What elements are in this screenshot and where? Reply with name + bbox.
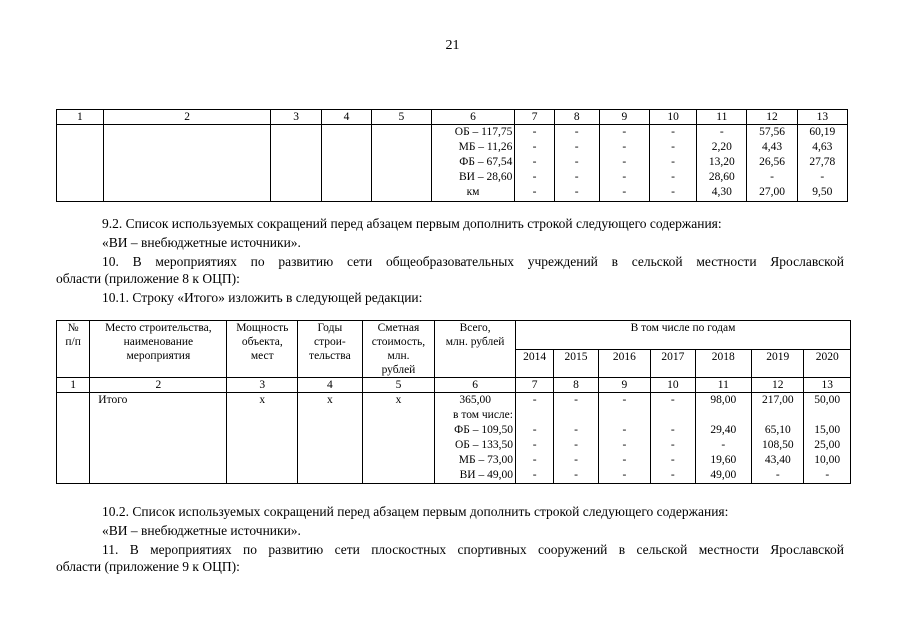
cell-line: - xyxy=(671,171,676,183)
header-line: п/п xyxy=(65,336,81,348)
year-2014-cell xyxy=(515,393,553,484)
cell-line: 2,20 xyxy=(711,141,732,153)
year-cell xyxy=(599,125,649,202)
col-num: 7 xyxy=(515,378,553,393)
cell-line: - xyxy=(670,454,675,466)
col-num: 9 xyxy=(598,378,650,393)
header-year: 2015 xyxy=(554,349,598,378)
cell-line: - xyxy=(622,171,627,183)
year-2018-cell xyxy=(695,393,751,484)
cell-line: - xyxy=(622,186,627,198)
cell-line: - xyxy=(622,469,627,481)
paragraph-11-cont: области (приложение 9 к ОЦП): xyxy=(56,559,240,574)
cell-line: - xyxy=(820,171,825,183)
header-line: № xyxy=(67,322,79,334)
header-line: млн. рублей xyxy=(445,336,505,348)
header-line: строи- xyxy=(313,336,346,348)
cell-line: 49,00 xyxy=(710,469,737,481)
header-line: наименование xyxy=(123,336,194,348)
page-number: 21 xyxy=(445,38,460,53)
col-num: 5 xyxy=(372,110,432,125)
year-2016-cell xyxy=(598,393,650,484)
cell-line: - xyxy=(622,454,627,466)
col-num: 13 xyxy=(797,110,847,125)
cell-line: 65,10 xyxy=(764,424,791,436)
table-cell xyxy=(103,125,271,202)
col-num: 6 xyxy=(435,378,516,393)
col-num: 11 xyxy=(697,110,747,125)
row-total-cell xyxy=(435,393,516,484)
cell-line: 28,60 xyxy=(708,171,735,183)
cell-line: - xyxy=(670,439,675,451)
cell-line: - xyxy=(622,156,627,168)
cell-line: 4,43 xyxy=(761,141,783,153)
year-cell xyxy=(747,125,797,202)
paragraph-abbrev: «ВИ – внебюджетные источники». xyxy=(102,235,301,250)
paragraph-10: 10. В мероприятиях по развитию сети общеобразовательных учреждений в сельской местности Ярославской xyxy=(102,254,844,269)
col-num: 6 xyxy=(431,110,515,125)
cell-line xyxy=(806,408,848,423)
header-capacity xyxy=(227,321,298,378)
header-place xyxy=(90,321,227,378)
cell-line: - xyxy=(721,439,726,451)
col-num: 8 xyxy=(554,110,599,125)
header-line: рублей xyxy=(381,364,416,376)
header-year: 2018 xyxy=(695,349,751,378)
row-capacity-cell: х xyxy=(227,393,298,484)
cell-line: - xyxy=(532,469,537,481)
cell-line: - xyxy=(574,439,578,451)
cell-line: 60,19 xyxy=(809,126,836,138)
cell-line: 25,00 xyxy=(814,439,841,451)
col-num: 7 xyxy=(515,110,554,125)
table-cell xyxy=(321,125,371,202)
cell-line: - xyxy=(622,439,627,451)
header-line: мест xyxy=(250,350,274,362)
year-cell xyxy=(554,125,599,202)
funding-sources-cell xyxy=(431,125,515,202)
cell-line: - xyxy=(532,424,537,436)
row-years-cell: х xyxy=(298,393,363,484)
cell-line: - xyxy=(574,469,578,481)
cell-line: 108,50 xyxy=(761,439,794,451)
paragraph-10-cont: области (приложение 8 к ОЦП): xyxy=(56,271,240,286)
cell-line xyxy=(601,408,648,423)
cell-line: - xyxy=(671,141,676,153)
cell-line: - xyxy=(719,126,724,138)
cell-line: 27,00 xyxy=(759,186,785,198)
table-cell xyxy=(57,125,104,202)
header-year: 2020 xyxy=(804,349,851,378)
cell-line: 57,56 xyxy=(759,126,785,138)
cell-line: 4,30 xyxy=(711,186,732,198)
header-total xyxy=(435,321,516,378)
header-line: объекта, xyxy=(241,336,283,348)
cell-line: ВИ – 28,60 xyxy=(459,171,513,183)
cell-line: - xyxy=(532,156,537,168)
cell-line: - xyxy=(775,469,780,481)
col-num: 1 xyxy=(57,378,90,393)
paragraph-abbrev-2: «ВИ – внебюджетные источники». xyxy=(102,523,301,538)
cell-line: ОБ – 133,50 xyxy=(454,439,513,451)
cell-line: МБ – 11,26 xyxy=(458,141,513,153)
paragraph-10-1: 10.1. Строку «Итого» изложить в следующей редакции: xyxy=(102,290,423,305)
year-2020-cell xyxy=(804,393,851,484)
cell-line: - xyxy=(532,439,537,451)
cell-line: - xyxy=(532,141,537,153)
header-line: тельства xyxy=(309,350,351,362)
col-num: 3 xyxy=(271,110,321,125)
cell-line: - xyxy=(532,171,537,183)
cell-line: - xyxy=(671,156,676,168)
cell-line: - xyxy=(670,469,675,481)
year-cell xyxy=(697,125,747,202)
row-num-cell xyxy=(57,393,90,484)
continued-table xyxy=(56,109,848,202)
cell-line: 19,60 xyxy=(710,454,737,466)
col-num: 5 xyxy=(362,378,435,393)
cell-line: ФБ – 67,54 xyxy=(459,156,513,168)
cell-line xyxy=(653,408,692,423)
cell-line: км xyxy=(466,186,480,198)
col-num: 2 xyxy=(103,110,271,125)
col-num: 9 xyxy=(599,110,649,125)
paragraph-9-2: 9.2. Список используемых сокращений перед абзацем первым дополнить строкой следующего содержания: xyxy=(102,216,722,231)
col-num: 10 xyxy=(651,378,695,393)
cell-line: ОБ – 117,75 xyxy=(454,126,513,138)
cell-line: - xyxy=(670,424,675,436)
header-line: мероприятия xyxy=(126,350,191,362)
year-cell xyxy=(650,125,697,202)
col-num: 12 xyxy=(747,110,797,125)
cell-line: - xyxy=(574,171,579,183)
header-year: 2014 xyxy=(515,349,553,378)
header-line: Всего, xyxy=(459,322,491,334)
cell-line: - xyxy=(574,454,578,466)
year-2015-cell xyxy=(554,393,598,484)
cell-line: - xyxy=(574,126,579,138)
cell-line: 4,63 xyxy=(812,141,833,153)
col-num: 13 xyxy=(804,378,851,393)
header-line: Мощность xyxy=(236,322,289,334)
cell-line xyxy=(754,408,801,423)
row-cost-cell: х xyxy=(362,393,435,484)
cell-line: ФБ – 109,50 xyxy=(454,424,513,436)
cell-line: 13,20 xyxy=(708,156,735,168)
cell-line: - xyxy=(622,126,627,138)
cell-line: 43,40 xyxy=(764,454,791,466)
header-cost xyxy=(362,321,435,378)
cell-line: - xyxy=(574,424,578,436)
table-cell xyxy=(372,125,432,202)
col-num: 1 xyxy=(57,110,104,125)
cell-line: МБ – 73,00 xyxy=(458,454,513,466)
cell-line: - xyxy=(825,469,830,481)
col-num: 10 xyxy=(650,110,697,125)
cell-line: - xyxy=(532,186,537,198)
col-num: 4 xyxy=(321,110,371,125)
cell-line: 98,00 xyxy=(710,394,737,406)
cell-line: - xyxy=(532,454,537,466)
col-num: 12 xyxy=(752,378,804,393)
header-year: 2016 xyxy=(598,349,650,378)
year-2019-cell xyxy=(752,393,804,484)
row-place-cell: Итого xyxy=(90,393,227,484)
cell-line: - xyxy=(670,394,675,406)
cell-line: - xyxy=(532,394,537,406)
cell-line: 217,00 xyxy=(761,394,794,406)
col-num: 4 xyxy=(298,378,363,393)
cell-line: - xyxy=(622,141,627,153)
cell-line: 29,40 xyxy=(710,424,737,436)
header-by-years: В том числе по годам xyxy=(515,321,850,350)
cell-line: - xyxy=(532,126,537,138)
totals-table xyxy=(56,320,851,484)
cell-line: 365,00 xyxy=(459,394,491,406)
year-cell xyxy=(515,125,554,202)
cell-line: - xyxy=(574,141,579,153)
year-2017-cell xyxy=(651,393,695,484)
cell-line: - xyxy=(622,424,627,436)
cell-line: 27,78 xyxy=(809,156,836,168)
paragraph-10-2: 10.2. Список используемых сокращений перед абзацем первым дополнить строкой следующего содержания: xyxy=(102,504,729,519)
cell-line: 26,56 xyxy=(759,156,785,168)
col-num: 8 xyxy=(554,378,598,393)
cell-line: - xyxy=(574,186,579,198)
cell-line: 9,50 xyxy=(812,186,833,198)
header-line: стоимость, xyxy=(371,336,426,348)
col-num: 11 xyxy=(695,378,751,393)
cell-line: - xyxy=(574,156,579,168)
header-line: Годы xyxy=(317,322,343,334)
header-years xyxy=(298,321,363,378)
col-num: 3 xyxy=(227,378,298,393)
cell-line: в том числе: xyxy=(453,409,513,421)
cell-line: - xyxy=(622,394,627,406)
header-year: 2019 xyxy=(752,349,804,378)
cell-line: - xyxy=(574,394,578,406)
header-year: 2017 xyxy=(651,349,695,378)
table-cell xyxy=(271,125,321,202)
cell-line xyxy=(698,408,749,423)
cell-line: - xyxy=(671,186,676,198)
cell-line: 15,00 xyxy=(814,424,841,436)
cell-line: 50,00 xyxy=(814,394,841,406)
cell-line: ВИ – 49,00 xyxy=(459,469,513,481)
cell-line xyxy=(518,408,551,423)
header-line: Место строительства, xyxy=(105,322,212,334)
cell-line: - xyxy=(671,126,676,138)
cell-line: 10,00 xyxy=(814,454,841,466)
cell-line: - xyxy=(770,171,774,183)
header-line: Сметная xyxy=(377,322,420,334)
cell-line xyxy=(556,408,595,423)
header-num xyxy=(57,321,90,378)
year-cell xyxy=(797,125,847,202)
paragraph-11: 11. В мероприятиях по развитию сети плоскостных спортивных сооружений в сельской местности Ярославской xyxy=(102,542,844,557)
col-num: 2 xyxy=(90,378,227,393)
header-line: млн. xyxy=(387,350,410,362)
